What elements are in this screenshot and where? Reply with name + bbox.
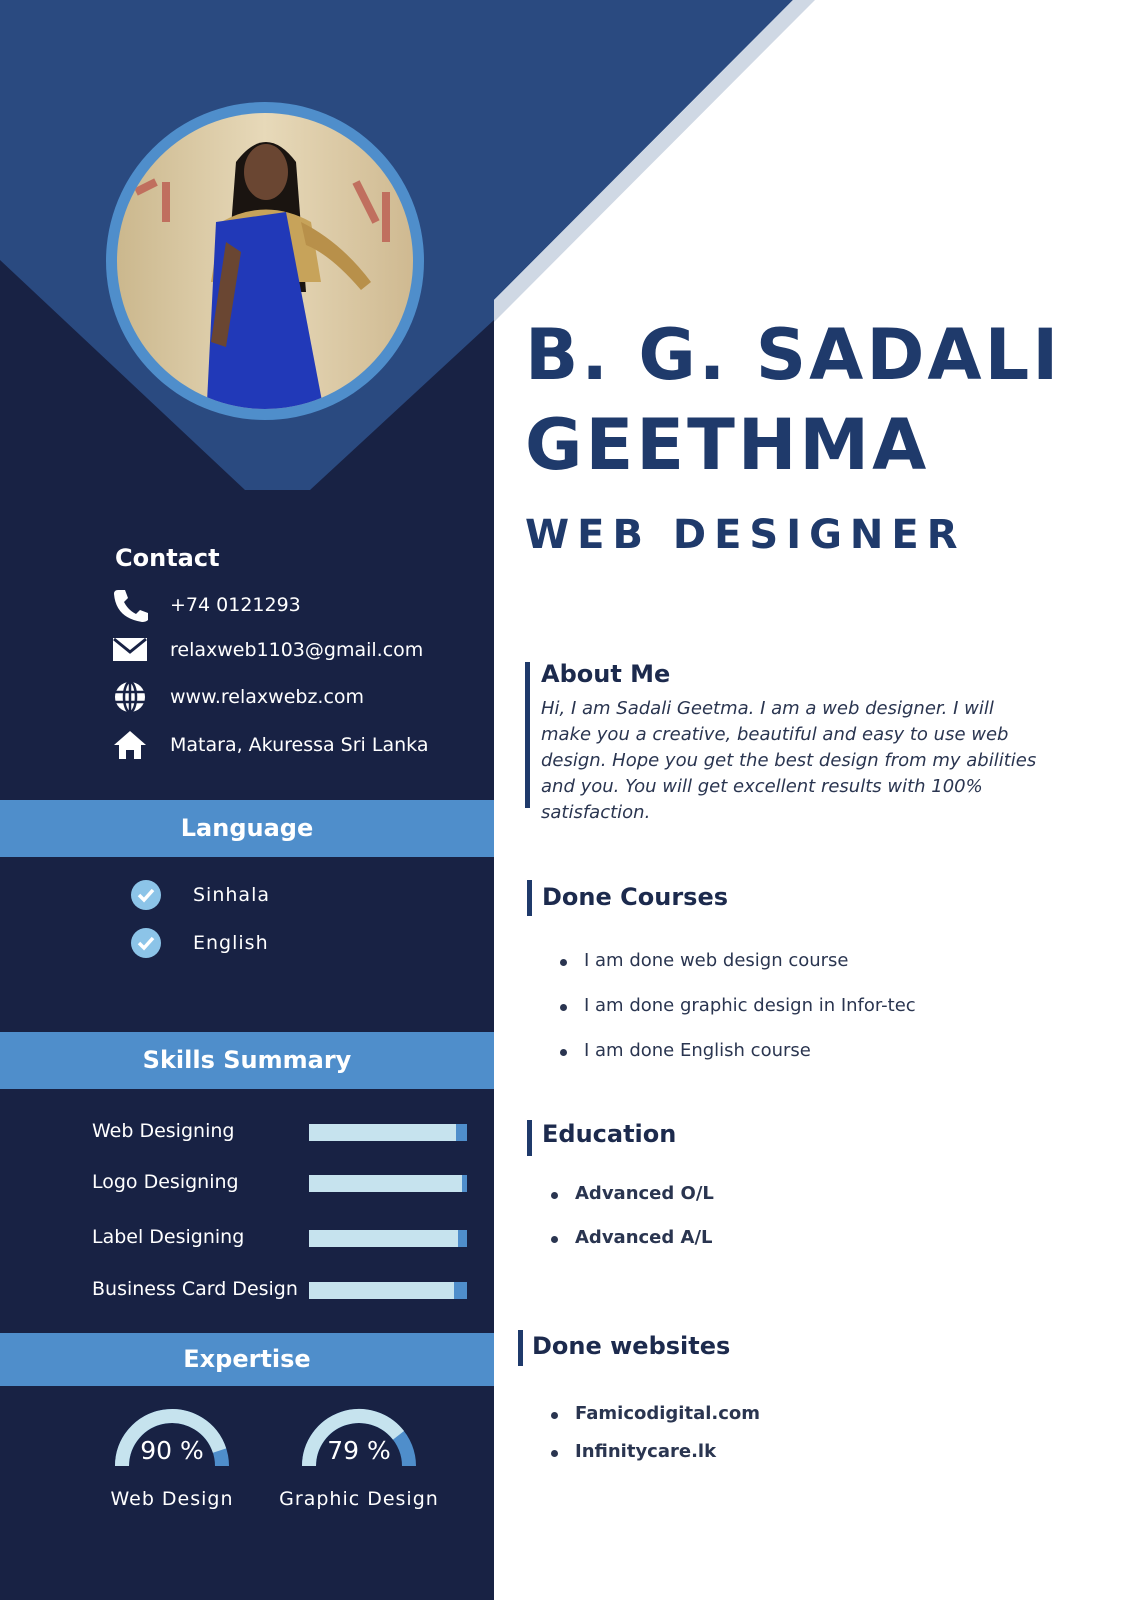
about-bar <box>525 662 530 808</box>
courses-list <box>560 950 916 1085</box>
mail-icon <box>112 633 148 667</box>
websites-bar <box>518 1330 523 1366</box>
skill-bar-fill <box>309 1124 456 1141</box>
websites-list <box>551 1403 760 1479</box>
skill-bar <box>309 1282 467 1299</box>
gauge-label: Graphic Design <box>279 1488 439 1510</box>
expertise-band: Expertise <box>0 1333 494 1386</box>
globe-icon <box>112 680 148 714</box>
list-item: I am done graphic design in Infor-tec <box>560 995 916 1040</box>
contact-title: Contact <box>115 544 220 572</box>
gauge-value: 90 % <box>140 1436 204 1465</box>
contact-email-text: relaxweb1103@gmail.com <box>170 639 424 661</box>
skill-item <box>92 1169 472 1199</box>
name-line-1: B. G. SADALI <box>525 314 1062 396</box>
contact-email <box>112 633 492 667</box>
skill-bar <box>309 1124 467 1141</box>
contact-address-text: Matara, Akuressa Sri Lanka <box>170 734 429 756</box>
skill-bar-fill <box>309 1230 458 1247</box>
skill-label: Business Card Design <box>92 1278 298 1300</box>
courses-bar <box>527 880 532 916</box>
education-list <box>551 1183 714 1271</box>
skills-band: Skills Summary <box>0 1032 494 1089</box>
skill-bar-fill <box>309 1282 454 1299</box>
skill-bar <box>309 1175 467 1192</box>
about-title: About Me <box>541 660 671 688</box>
skill-label: Label Designing <box>92 1226 245 1248</box>
list-item: I am done English course <box>560 1040 916 1085</box>
expertise-gauge-graphic <box>279 1408 439 1528</box>
skill-bar <box>309 1230 467 1247</box>
contact-website-text: www.relaxwebz.com <box>170 686 365 708</box>
check-icon <box>131 880 161 910</box>
list-item: Advanced A/L <box>551 1227 714 1271</box>
skill-label: Logo Designing <box>92 1171 239 1193</box>
home-icon <box>112 728 148 762</box>
phone-icon <box>112 588 148 622</box>
check-icon <box>131 928 161 958</box>
websites-title: Done websites <box>532 1332 731 1360</box>
language-label: Sinhala <box>193 884 270 906</box>
contact-phone-text: +74 0121293 <box>170 594 301 616</box>
skill-item <box>92 1224 472 1254</box>
expertise-gauge-web <box>112 1408 242 1528</box>
contact-phone <box>112 588 492 622</box>
job-title: WEB DESIGNER <box>525 512 966 558</box>
contact-address <box>112 728 492 762</box>
education-bar <box>527 1120 532 1156</box>
language-item <box>131 880 431 912</box>
language-item <box>131 928 431 960</box>
courses-title: Done Courses <box>542 883 728 911</box>
about-text: Hi, I am Sadali Geetma. I am a web designer. I will make you a creative, beautiful and easy to use web design. Hope you get the best design from my abilities and you. You will get excellent results with 100% satisfaction. <box>541 698 1037 823</box>
skill-label: Web Designing <box>92 1120 235 1142</box>
language-band: Language <box>0 800 494 857</box>
language-label: English <box>193 932 269 954</box>
list-item: Infinitycare.lk <box>551 1441 760 1479</box>
full-name <box>525 310 1061 490</box>
list-item: I am done web design course <box>560 950 916 995</box>
skill-item <box>92 1118 472 1148</box>
skill-bar-fill <box>309 1175 462 1192</box>
skill-item <box>92 1276 472 1306</box>
education-title: Education <box>542 1120 677 1148</box>
name-line-2: GEETHMA <box>525 404 930 486</box>
contact-website <box>112 680 492 714</box>
gauge-label: Web Design <box>110 1488 234 1510</box>
profile-photo <box>106 102 424 420</box>
gauge-value: 79 % <box>327 1436 391 1465</box>
list-item: Famicodigital.com <box>551 1403 760 1441</box>
list-item: Advanced O/L <box>551 1183 714 1227</box>
